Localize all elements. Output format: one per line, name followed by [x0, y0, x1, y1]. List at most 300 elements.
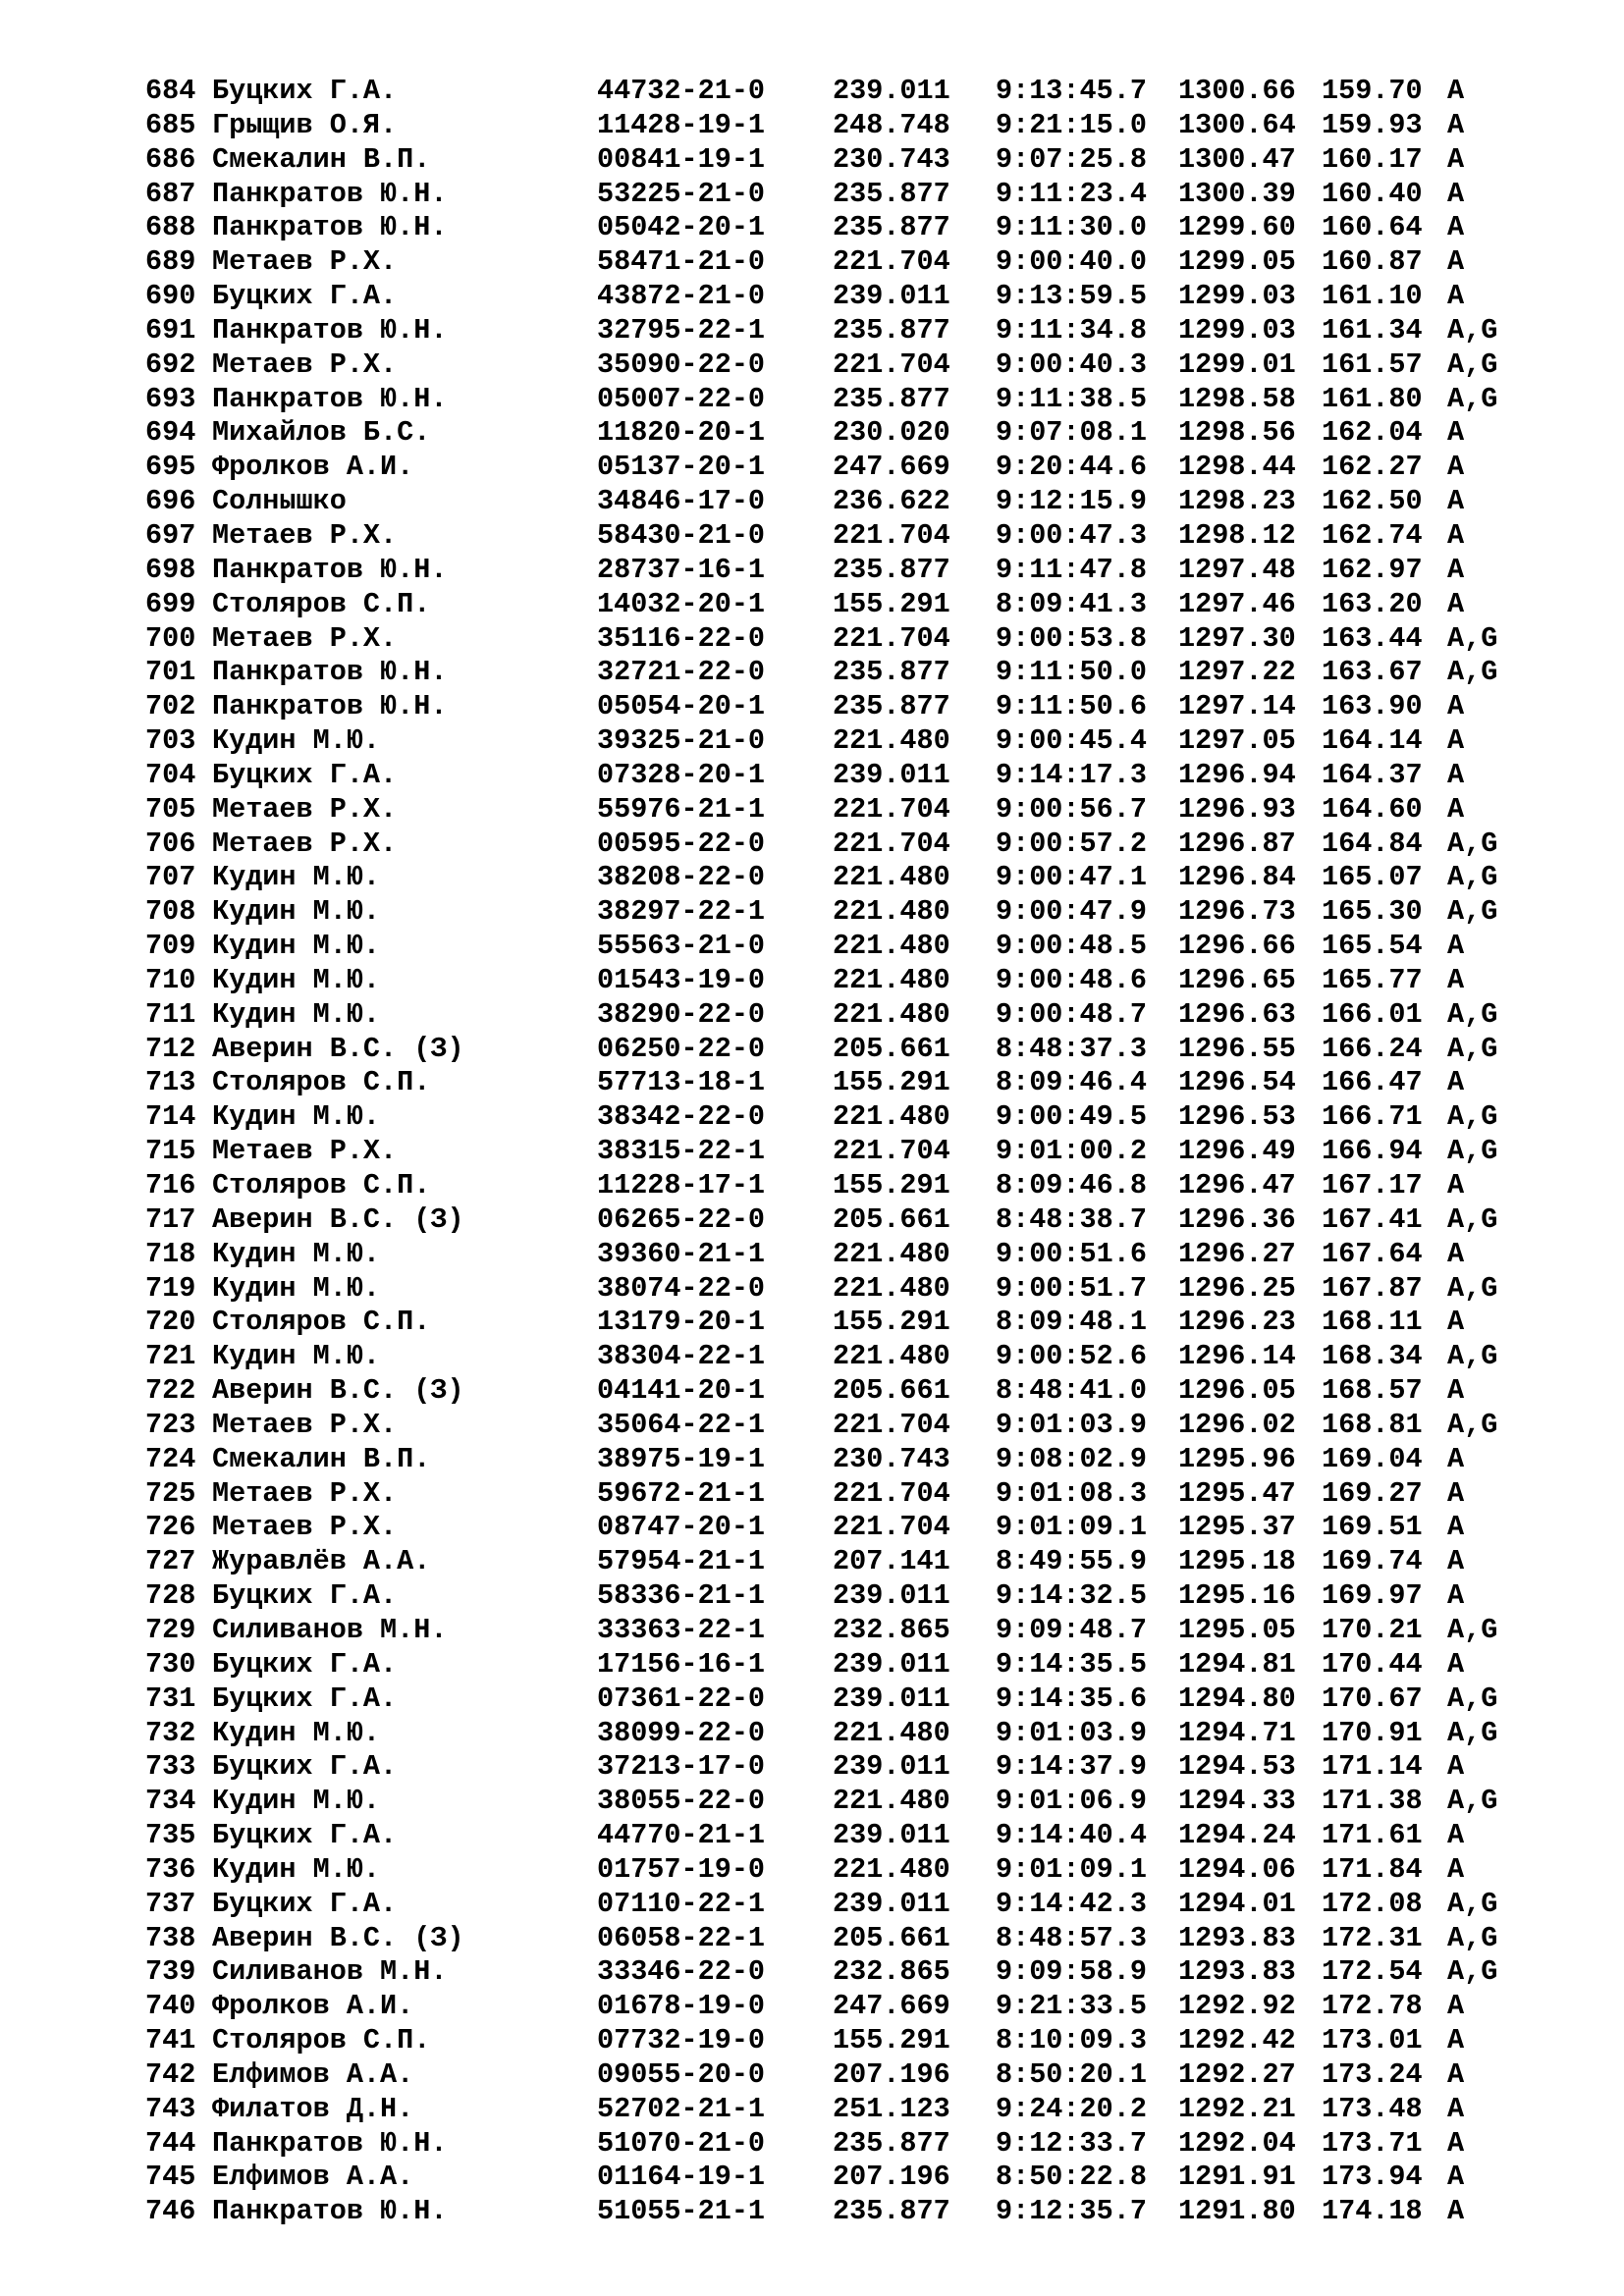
flags: A,G: [1447, 1202, 1498, 1236]
speed: 1294.81: [1178, 1647, 1296, 1681]
distance: 235.877: [833, 177, 950, 210]
ring-number: 05007-22-0: [597, 382, 766, 415]
speed: 1296.94: [1178, 758, 1296, 791]
ring-number: 38208-22-0: [597, 861, 766, 894]
distance: 235.877: [833, 690, 950, 723]
ring-number: 00841-19-1: [597, 142, 766, 176]
points: 160.87: [1322, 245, 1423, 279]
points: 162.04: [1322, 416, 1423, 450]
place-number: 710: [145, 963, 196, 996]
distance: 239.011: [833, 1682, 950, 1715]
place-number: 722: [145, 1374, 196, 1408]
arrival-time: 9:12:35.7: [996, 2195, 1147, 2228]
place-number: 727: [145, 1545, 196, 1578]
distance: 230.743: [833, 1442, 950, 1475]
participant-name: Грыщив О.Я.: [212, 108, 398, 141]
ring-number: 07110-22-1: [597, 1887, 766, 1920]
speed: 1291.80: [1178, 2195, 1296, 2228]
speed: 1299.03: [1178, 313, 1296, 347]
points: 170.21: [1322, 1613, 1423, 1646]
ring-number: 38297-22-1: [597, 895, 766, 929]
speed: 1300.39: [1178, 177, 1296, 210]
flags: A: [1447, 690, 1465, 723]
flags: A: [1447, 1442, 1465, 1475]
participant-name: Буцких Г.А.: [212, 1647, 398, 1681]
participant-name: Столяров С.П.: [212, 1306, 431, 1339]
distance: 221.704: [833, 1408, 950, 1441]
place-number: 744: [145, 2126, 196, 2160]
flags: A: [1447, 416, 1465, 450]
flags: A,G: [1447, 1682, 1498, 1715]
points: 168.34: [1322, 1340, 1423, 1373]
participant-name: Аверин В.С. (З): [212, 1921, 464, 1954]
points: 170.91: [1322, 1716, 1423, 1749]
place-number: 720: [145, 1306, 196, 1339]
points: 165.54: [1322, 930, 1423, 963]
participant-name: Панкратов Ю.Н.: [212, 2195, 448, 2228]
speed: 1294.01: [1178, 1887, 1296, 1920]
points: 159.70: [1322, 75, 1423, 107]
place-number: 729: [145, 1613, 196, 1646]
participant-name: Аверин В.С. (З): [212, 1374, 464, 1408]
arrival-time: 9:13:59.5: [996, 280, 1147, 313]
points: 167.64: [1322, 1237, 1423, 1270]
ring-number: 53225-21-0: [597, 177, 766, 210]
participant-name: Метаев Р.Х.: [212, 792, 398, 826]
place-number: 714: [145, 1100, 196, 1134]
place-number: 732: [145, 1716, 196, 1749]
speed: 1296.05: [1178, 1374, 1296, 1408]
place-number: 692: [145, 347, 196, 381]
participant-name: Кудин М.Ю.: [212, 724, 381, 758]
distance: 235.877: [833, 553, 950, 586]
speed: 1295.96: [1178, 1442, 1296, 1475]
arrival-time: 9:08:02.9: [996, 1442, 1147, 1475]
flags: A: [1447, 1476, 1465, 1510]
participant-name: Кудин М.Ю.: [212, 1271, 381, 1305]
flags: A,G: [1447, 1921, 1498, 1954]
arrival-time: 9:11:23.4: [996, 177, 1147, 210]
points: 173.71: [1322, 2126, 1423, 2160]
speed: 1295.18: [1178, 1545, 1296, 1578]
points: 166.94: [1322, 1135, 1423, 1168]
arrival-time: 9:00:40.0: [996, 245, 1147, 279]
ring-number: 05137-20-1: [597, 451, 766, 484]
participant-name: Фролков А.И.: [212, 1990, 414, 2023]
points: 164.37: [1322, 758, 1423, 791]
points: 173.01: [1322, 2024, 1423, 2057]
speed: 1295.37: [1178, 1511, 1296, 1544]
place-number: 728: [145, 1579, 196, 1613]
place-number: 709: [145, 930, 196, 963]
distance: 239.011: [833, 280, 950, 313]
points: 166.24: [1322, 1032, 1423, 1065]
place-number: 740: [145, 1990, 196, 2023]
speed: 1292.27: [1178, 2057, 1296, 2091]
points: 172.54: [1322, 1955, 1423, 1989]
arrival-time: 8:09:46.4: [996, 1066, 1147, 1099]
ring-number: 51070-21-0: [597, 2126, 766, 2160]
arrival-time: 9:14:42.3: [996, 1887, 1147, 1920]
distance: 235.877: [833, 313, 950, 347]
ring-number: 43872-21-0: [597, 280, 766, 313]
participant-name: Столяров С.П.: [212, 1169, 431, 1201]
speed: 1292.04: [1178, 2126, 1296, 2160]
place-number: 733: [145, 1750, 196, 1784]
participant-name: Аверин В.С. (З): [212, 1032, 464, 1065]
points: 168.57: [1322, 1374, 1423, 1408]
place-number: 742: [145, 2057, 196, 2091]
distance: 251.123: [833, 2092, 950, 2125]
points: 166.71: [1322, 1100, 1423, 1134]
place-number: 703: [145, 724, 196, 758]
speed: 1299.05: [1178, 245, 1296, 279]
arrival-time: 8:48:37.3: [996, 1032, 1147, 1065]
arrival-time: 9:14:32.5: [996, 1579, 1147, 1613]
arrival-time: 8:48:41.0: [996, 1374, 1147, 1408]
points: 161.80: [1322, 382, 1423, 415]
ring-number: 01757-19-0: [597, 1852, 766, 1886]
ring-number: 33363-22-1: [597, 1613, 766, 1646]
participant-name: Силиванов М.Н.: [212, 1613, 448, 1646]
ring-number: 38290-22-0: [597, 997, 766, 1031]
arrival-time: 9:01:09.1: [996, 1852, 1147, 1886]
ring-number: 06058-22-1: [597, 1921, 766, 1954]
flags: A: [1447, 108, 1465, 141]
flags: A: [1447, 2126, 1465, 2160]
distance: 239.011: [833, 1750, 950, 1784]
points: 173.24: [1322, 2057, 1423, 2091]
points: 162.27: [1322, 451, 1423, 484]
participant-name: Панкратов Ю.Н.: [212, 553, 448, 586]
participant-name: Буцких Г.А.: [212, 280, 398, 313]
place-number: 745: [145, 2161, 196, 2194]
participant-name: Журавлёв А.А.: [212, 1545, 431, 1578]
points: 169.27: [1322, 1476, 1423, 1510]
distance: 205.661: [833, 1921, 950, 1954]
ring-number: 55976-21-1: [597, 792, 766, 826]
participant-name: Буцких Г.А.: [212, 1750, 398, 1784]
ring-number: 39325-21-0: [597, 724, 766, 758]
distance: 221.480: [833, 1340, 950, 1373]
participant-name: Елфимов А.А.: [212, 2057, 414, 2091]
participant-name: Кудин М.Ю.: [212, 1716, 381, 1749]
ring-number: 04141-20-1: [597, 1374, 766, 1408]
arrival-time: 9:00:57.2: [996, 827, 1147, 860]
points: 170.67: [1322, 1682, 1423, 1715]
points: 165.07: [1322, 861, 1423, 894]
ring-number: 58471-21-0: [597, 245, 766, 279]
speed: 1296.49: [1178, 1135, 1296, 1168]
ring-number: 59672-21-1: [597, 1476, 766, 1510]
speed: 1296.25: [1178, 1271, 1296, 1305]
flags: A: [1447, 2161, 1465, 2194]
speed: 1297.48: [1178, 553, 1296, 586]
flags: A: [1447, 553, 1465, 586]
place-number: 694: [145, 416, 196, 450]
flags: A: [1447, 211, 1465, 244]
ring-number: 32721-22-0: [597, 656, 766, 689]
flags: A,G: [1447, 861, 1498, 894]
speed: 1297.46: [1178, 587, 1296, 620]
place-number: 684: [145, 75, 196, 107]
arrival-time: 8:48:38.7: [996, 1202, 1147, 1236]
ring-number: 11228-17-1: [597, 1169, 766, 1201]
points: 163.44: [1322, 621, 1423, 655]
ring-number: 13179-20-1: [597, 1306, 766, 1339]
speed: 1294.53: [1178, 1750, 1296, 1784]
place-number: 725: [145, 1476, 196, 1510]
ring-number: 01678-19-0: [597, 1990, 766, 2023]
ring-number: 38099-22-0: [597, 1716, 766, 1749]
distance: 221.480: [833, 1271, 950, 1305]
points: 164.84: [1322, 827, 1423, 860]
flags: A,G: [1447, 1135, 1498, 1168]
ring-number: 55563-21-0: [597, 930, 766, 963]
place-number: 711: [145, 997, 196, 1031]
ring-number: 51055-21-1: [597, 2195, 766, 2228]
speed: 1297.30: [1178, 621, 1296, 655]
arrival-time: 9:00:47.3: [996, 518, 1147, 552]
points: 161.10: [1322, 280, 1423, 313]
participant-name: Буцких Г.А.: [212, 1887, 398, 1920]
place-number: 719: [145, 1271, 196, 1305]
speed: 1296.47: [1178, 1169, 1296, 1201]
points: 167.17: [1322, 1169, 1423, 1201]
points: 164.14: [1322, 724, 1423, 758]
distance: 247.669: [833, 1990, 950, 2023]
speed: 1296.66: [1178, 930, 1296, 963]
points: 173.94: [1322, 2161, 1423, 2194]
participant-name: Кудин М.Ю.: [212, 1340, 381, 1373]
flags: A: [1447, 177, 1465, 210]
flags: A: [1447, 2195, 1465, 2228]
flags: A,G: [1447, 1785, 1498, 1818]
flags: A,G: [1447, 997, 1498, 1031]
arrival-time: 8:50:20.1: [996, 2057, 1147, 2091]
place-number: 685: [145, 108, 196, 141]
points: 169.74: [1322, 1545, 1423, 1578]
arrival-time: 9:09:58.9: [996, 1955, 1147, 1989]
distance: 155.291: [833, 1066, 950, 1099]
speed: 1292.21: [1178, 2092, 1296, 2125]
speed: 1297.22: [1178, 656, 1296, 689]
flags: A,G: [1447, 1032, 1498, 1065]
ring-number: 38975-19-1: [597, 1442, 766, 1475]
flags: A: [1447, 75, 1465, 107]
distance: 221.704: [833, 792, 950, 826]
place-number: 746: [145, 2195, 196, 2228]
flags: A,G: [1447, 313, 1498, 347]
place-number: 734: [145, 1785, 196, 1818]
points: 171.84: [1322, 1852, 1423, 1886]
ring-number: 39360-21-1: [597, 1237, 766, 1270]
ring-number: 00595-22-0: [597, 827, 766, 860]
participant-name: Метаев Р.Х.: [212, 1511, 398, 1544]
distance: 221.480: [833, 724, 950, 758]
distance: 239.011: [833, 758, 950, 791]
participant-name: Кудин М.Ю.: [212, 997, 381, 1031]
speed: 1296.93: [1178, 792, 1296, 826]
flags: A,G: [1447, 621, 1498, 655]
place-number: 691: [145, 313, 196, 347]
participant-name: Кудин М.Ю.: [212, 1785, 381, 1818]
place-number: 701: [145, 656, 196, 689]
participant-name: Метаев Р.Х.: [212, 347, 398, 381]
arrival-time: 9:21:15.0: [996, 108, 1147, 141]
arrival-time: 9:00:40.3: [996, 347, 1147, 381]
distance: 248.748: [833, 108, 950, 141]
arrival-time: 9:14:35.5: [996, 1647, 1147, 1681]
distance: 232.865: [833, 1613, 950, 1646]
flags: A: [1447, 1819, 1465, 1852]
arrival-time: 9:00:47.9: [996, 895, 1147, 929]
distance: 221.480: [833, 1716, 950, 1749]
speed: 1295.05: [1178, 1613, 1296, 1646]
distance: 221.704: [833, 245, 950, 279]
place-number: 690: [145, 280, 196, 313]
points: 169.51: [1322, 1511, 1423, 1544]
place-number: 717: [145, 1202, 196, 1236]
participant-name: Панкратов Ю.Н.: [212, 177, 448, 210]
flags: A: [1447, 518, 1465, 552]
distance: 221.704: [833, 1511, 950, 1544]
participant-name: Панкратов Ю.Н.: [212, 313, 448, 347]
ring-number: 11820-20-1: [597, 416, 766, 450]
place-number: 705: [145, 792, 196, 826]
ring-number: 07361-22-0: [597, 1682, 766, 1715]
place-number: 688: [145, 211, 196, 244]
points: 165.77: [1322, 963, 1423, 996]
flags: A: [1447, 758, 1465, 791]
speed: 1296.27: [1178, 1237, 1296, 1270]
ring-number: 33346-22-0: [597, 1955, 766, 1989]
participant-name: Метаев Р.Х.: [212, 621, 398, 655]
speed: 1296.55: [1178, 1032, 1296, 1065]
arrival-time: 9:00:53.8: [996, 621, 1147, 655]
place-number: 693: [145, 382, 196, 415]
participant-name: Панкратов Ю.Н.: [212, 2126, 448, 2160]
points: 164.60: [1322, 792, 1423, 826]
participant-name: Аверин В.С. (З): [212, 1202, 464, 1236]
participant-name: Филатов Д.Н.: [212, 2092, 414, 2125]
speed: 1294.71: [1178, 1716, 1296, 1749]
arrival-time: 9:00:45.4: [996, 724, 1147, 758]
speed: 1298.58: [1178, 382, 1296, 415]
points: 169.04: [1322, 1442, 1423, 1475]
speed: 1298.56: [1178, 416, 1296, 450]
distance: 221.480: [833, 1237, 950, 1270]
participant-name: Буцких Г.А.: [212, 75, 398, 107]
arrival-time: 9:12:33.7: [996, 2126, 1147, 2160]
place-number: 696: [145, 485, 196, 518]
speed: 1300.47: [1178, 142, 1296, 176]
points: 165.30: [1322, 895, 1423, 929]
speed: 1298.12: [1178, 518, 1296, 552]
place-number: 743: [145, 2092, 196, 2125]
flags: A,G: [1447, 895, 1498, 929]
distance: 239.011: [833, 1647, 950, 1681]
points: 163.20: [1322, 587, 1423, 620]
arrival-time: 9:01:06.9: [996, 1785, 1147, 1818]
participant-name: Михайлов Б.С.: [212, 416, 431, 450]
arrival-time: 9:13:45.7: [996, 75, 1147, 107]
arrival-time: 9:14:40.4: [996, 1819, 1147, 1852]
distance: 221.480: [833, 963, 950, 996]
arrival-time: 9:00:49.5: [996, 1100, 1147, 1134]
points: 161.34: [1322, 313, 1423, 347]
arrival-time: 9:00:48.6: [996, 963, 1147, 996]
distance: 221.704: [833, 518, 950, 552]
flags: A,G: [1447, 1887, 1498, 1920]
place-number: 713: [145, 1066, 196, 1099]
ring-number: 07328-20-1: [597, 758, 766, 791]
flags: A: [1447, 930, 1465, 963]
distance: 205.661: [833, 1374, 950, 1408]
speed: 1296.63: [1178, 997, 1296, 1031]
place-number: 723: [145, 1408, 196, 1441]
participant-name: Панкратов Ю.Н.: [212, 690, 448, 723]
flags: A: [1447, 280, 1465, 313]
points: 171.61: [1322, 1819, 1423, 1852]
speed: 1294.24: [1178, 1819, 1296, 1852]
arrival-time: 9:09:48.7: [996, 1613, 1147, 1646]
place-number: 712: [145, 1032, 196, 1065]
arrival-time: 9:00:52.6: [996, 1340, 1147, 1373]
participant-name: Буцких Г.А.: [212, 1579, 398, 1613]
points: 162.74: [1322, 518, 1423, 552]
place-number: 702: [145, 690, 196, 723]
speed: 1293.83: [1178, 1921, 1296, 1954]
speed: 1297.05: [1178, 724, 1296, 758]
speed: 1292.92: [1178, 1990, 1296, 2023]
distance: 230.743: [833, 142, 950, 176]
arrival-time: 9:07:08.1: [996, 416, 1147, 450]
distance: 221.480: [833, 930, 950, 963]
distance: 221.480: [833, 1100, 950, 1134]
place-number: 739: [145, 1955, 196, 1989]
flags: A,G: [1447, 827, 1498, 860]
arrival-time: 9:01:00.2: [996, 1135, 1147, 1168]
participant-name: Метаев Р.Х.: [212, 1408, 398, 1441]
ring-number: 38074-22-0: [597, 1271, 766, 1305]
participant-name: Столяров С.П.: [212, 587, 431, 620]
place-number: 698: [145, 553, 196, 586]
ring-number: 38055-22-0: [597, 1785, 766, 1818]
speed: 1300.66: [1178, 75, 1296, 107]
distance: 239.011: [833, 75, 950, 107]
participant-name: Кудин М.Ю.: [212, 1237, 381, 1270]
flags: A: [1447, 1852, 1465, 1886]
speed: 1296.14: [1178, 1340, 1296, 1373]
arrival-time: 9:00:51.7: [996, 1271, 1147, 1305]
place-number: 736: [145, 1852, 196, 1886]
participant-name: Буцких Г.А.: [212, 1682, 398, 1715]
distance: 239.011: [833, 1819, 950, 1852]
points: 160.64: [1322, 211, 1423, 244]
place-number: 741: [145, 2024, 196, 2057]
place-number: 737: [145, 1887, 196, 1920]
arrival-time: 9:20:44.6: [996, 451, 1147, 484]
distance: 221.704: [833, 347, 950, 381]
ring-number: 14032-20-1: [597, 587, 766, 620]
ring-number: 57713-18-1: [597, 1066, 766, 1099]
flags: A: [1447, 1647, 1465, 1681]
flags: A: [1447, 792, 1465, 826]
points: 167.87: [1322, 1271, 1423, 1305]
distance: 221.704: [833, 621, 950, 655]
distance: 235.877: [833, 382, 950, 415]
